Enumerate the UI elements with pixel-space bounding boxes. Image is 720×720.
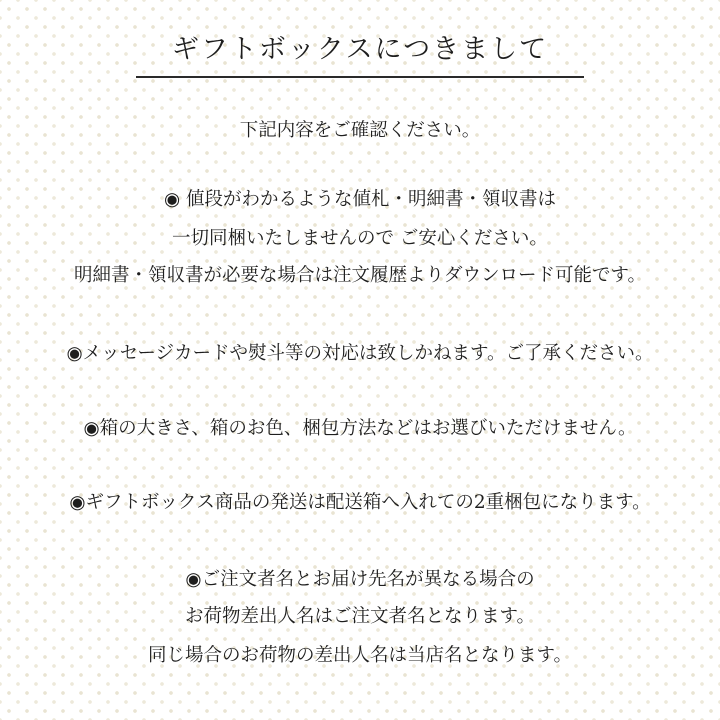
note-1-line-1: ◉ 値段がわかるような値札・明細書・領収書は	[163, 189, 557, 210]
note-5-line-3: 同じ場合のお荷物の差出人名は当店名となります。	[147, 645, 573, 666]
page-title: ギフトボックスにつきまして	[171, 34, 549, 65]
note-2-line-1: ◉メッセージカードや熨斗等の対応は致しかねます。ご了承ください。	[66, 343, 654, 364]
note-1-line-3: 明細書・領収書が必要な場合は注文履歴よりダウンロード可能です。	[73, 265, 647, 286]
title-underline	[136, 76, 584, 78]
note-3-line-1: ◉箱の大きさ、箱のお色、梱包方法などはお選びいただけません。	[83, 418, 637, 439]
note-5-line-1: ◉ご注文者名とお届け先名が異なる場合の	[185, 569, 535, 590]
note-4-line-1: ◉ギフトボックス商品の発送は配送箱へ入れての2重梱包になります。	[69, 492, 651, 513]
note-1-line-2: 一切同梱いたしませんので ご安心ください。	[172, 228, 548, 249]
intro-text: 下記内容をご確認ください。	[239, 120, 481, 141]
note-5-line-2: お荷物差出人名はご注文者名となります。	[184, 606, 536, 627]
